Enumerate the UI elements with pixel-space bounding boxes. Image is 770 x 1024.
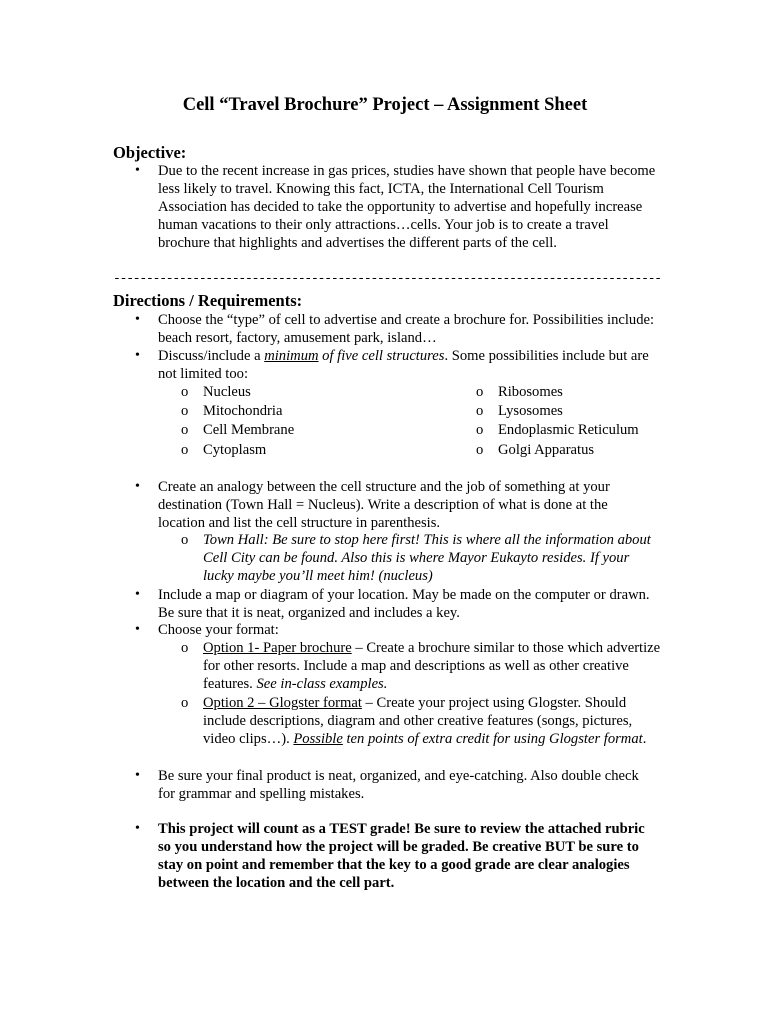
objective-heading: Objective: xyxy=(113,143,187,162)
minimum-emphasis: minimum xyxy=(264,348,319,364)
structure-label: Nucleus xyxy=(203,384,251,400)
analogy-instruction: Create an analogy between the cell structure and the job of something at your destination (Town Hall = Nucleus). Write a description of what is done at the location and list the cell structure in parenthesis. xyxy=(158,479,610,531)
bullet-icon: • xyxy=(135,821,140,836)
directions-heading: Directions / Requirements: xyxy=(113,291,303,310)
option-1-note: See in-class examples. xyxy=(256,676,388,692)
bullet-icon: • xyxy=(135,312,140,327)
sub-bullet-icon: o xyxy=(181,403,189,419)
structure-label: Cytoplasm xyxy=(203,442,267,458)
sub-bullet-icon: o xyxy=(476,384,484,400)
structures-text-post: . Some possibilities include but are not limited too: xyxy=(158,348,649,382)
sub-bullet-icon: o xyxy=(476,422,484,438)
structures-text-pre: Discuss/include a xyxy=(158,348,265,364)
structure-label: Endoplasmic Reticulum xyxy=(498,422,639,438)
option-2-end: . xyxy=(642,731,647,747)
five-structures-emphasis: of five cell structures xyxy=(318,348,445,364)
page-title: Cell “Travel Brochure” Project – Assignment Sheet xyxy=(182,95,588,115)
structures-instruction xyxy=(158,347,658,383)
structure-label: Ribosomes xyxy=(498,384,563,400)
option-2-label: Option 2 – Glogster format xyxy=(203,695,362,711)
bullet-icon: • xyxy=(135,622,140,637)
option-2-text xyxy=(203,694,663,748)
structure-label: Lysosomes xyxy=(498,403,563,419)
quality-instruction: Be sure your final product is neat, organized, and eye-catching. Also double check for grammar and spelling mistakes. xyxy=(158,768,639,802)
bullet-icon: • xyxy=(135,587,140,602)
extra-credit-note: ten points of extra credit for using Glogster format xyxy=(342,731,643,747)
sub-bullet-icon: o xyxy=(181,384,189,400)
sub-bullet-icon: o xyxy=(476,403,484,419)
format-instruction: Choose your format: xyxy=(158,622,279,638)
possible-emphasis: Possible xyxy=(293,731,343,747)
option-1-text xyxy=(203,639,663,693)
sub-bullet-icon: o xyxy=(181,442,189,458)
sub-bullet-icon: o xyxy=(476,442,484,458)
option-2-description: – Create your project using Glogster. Should include descriptions, diagram and other creative features (songs, pictures, video clips…). xyxy=(203,695,633,747)
bullet-icon: • xyxy=(135,479,140,494)
sub-bullet-icon: o xyxy=(181,532,189,548)
sub-bullet-icon: o xyxy=(181,640,189,656)
sub-bullet-icon: o xyxy=(181,422,189,438)
test-grade-notice: This project will count as a TEST grade! Be sure to review the attached rubric so you understand how the project will be graded. Be creative BUT be sure to stay on point and remember that the key to a good grade are clear analogies between the location and the cell part. xyxy=(158,821,645,891)
structure-label: Mitochondria xyxy=(203,403,283,419)
structure-label: Golgi Apparatus xyxy=(498,442,595,458)
sub-bullet-icon: o xyxy=(181,695,189,711)
cell-type-instruction: Choose the “type” of cell to advertise and create a brochure for. Possibilities include: beach resort, factory, amusement park, island… xyxy=(158,312,655,346)
structure-label: Cell Membrane xyxy=(203,422,295,438)
bullet-icon: • xyxy=(135,348,140,363)
map-instruction: Include a map or diagram of your location. May be made on the computer or drawn. Be sure that it is neat, organized and includes a key. xyxy=(158,587,650,621)
bullet-icon: • xyxy=(135,163,140,178)
section-divider: ----------------------------------------------------------------------------------- xyxy=(113,271,661,286)
objective-text: Due to the recent increase in gas prices, studies have shown that people have become less likely to travel. Knowing this fact, ICTA, the International Cell Tourism Association has decided to take the opportunity to advertise and hopefully increase human vacations to their only attractions…cells. Your job is to create a travel brochure that highlights and advertises the different parts of the cell. xyxy=(158,163,656,251)
option-1-label: Option 1- Paper brochure xyxy=(203,640,352,656)
option-1-description: – Create a brochure similar to those which advertize for other resorts. Include a map and descriptions as well as other creative features. xyxy=(203,640,661,692)
bullet-icon: • xyxy=(135,768,140,783)
analogy-example-text: Town Hall: Be sure to stop here first! This is where all the information about Cell City can be found. Also this is where Mayor Eukayto resides. If your lucky maybe you’ll meet him! (nucleus) xyxy=(203,532,651,584)
